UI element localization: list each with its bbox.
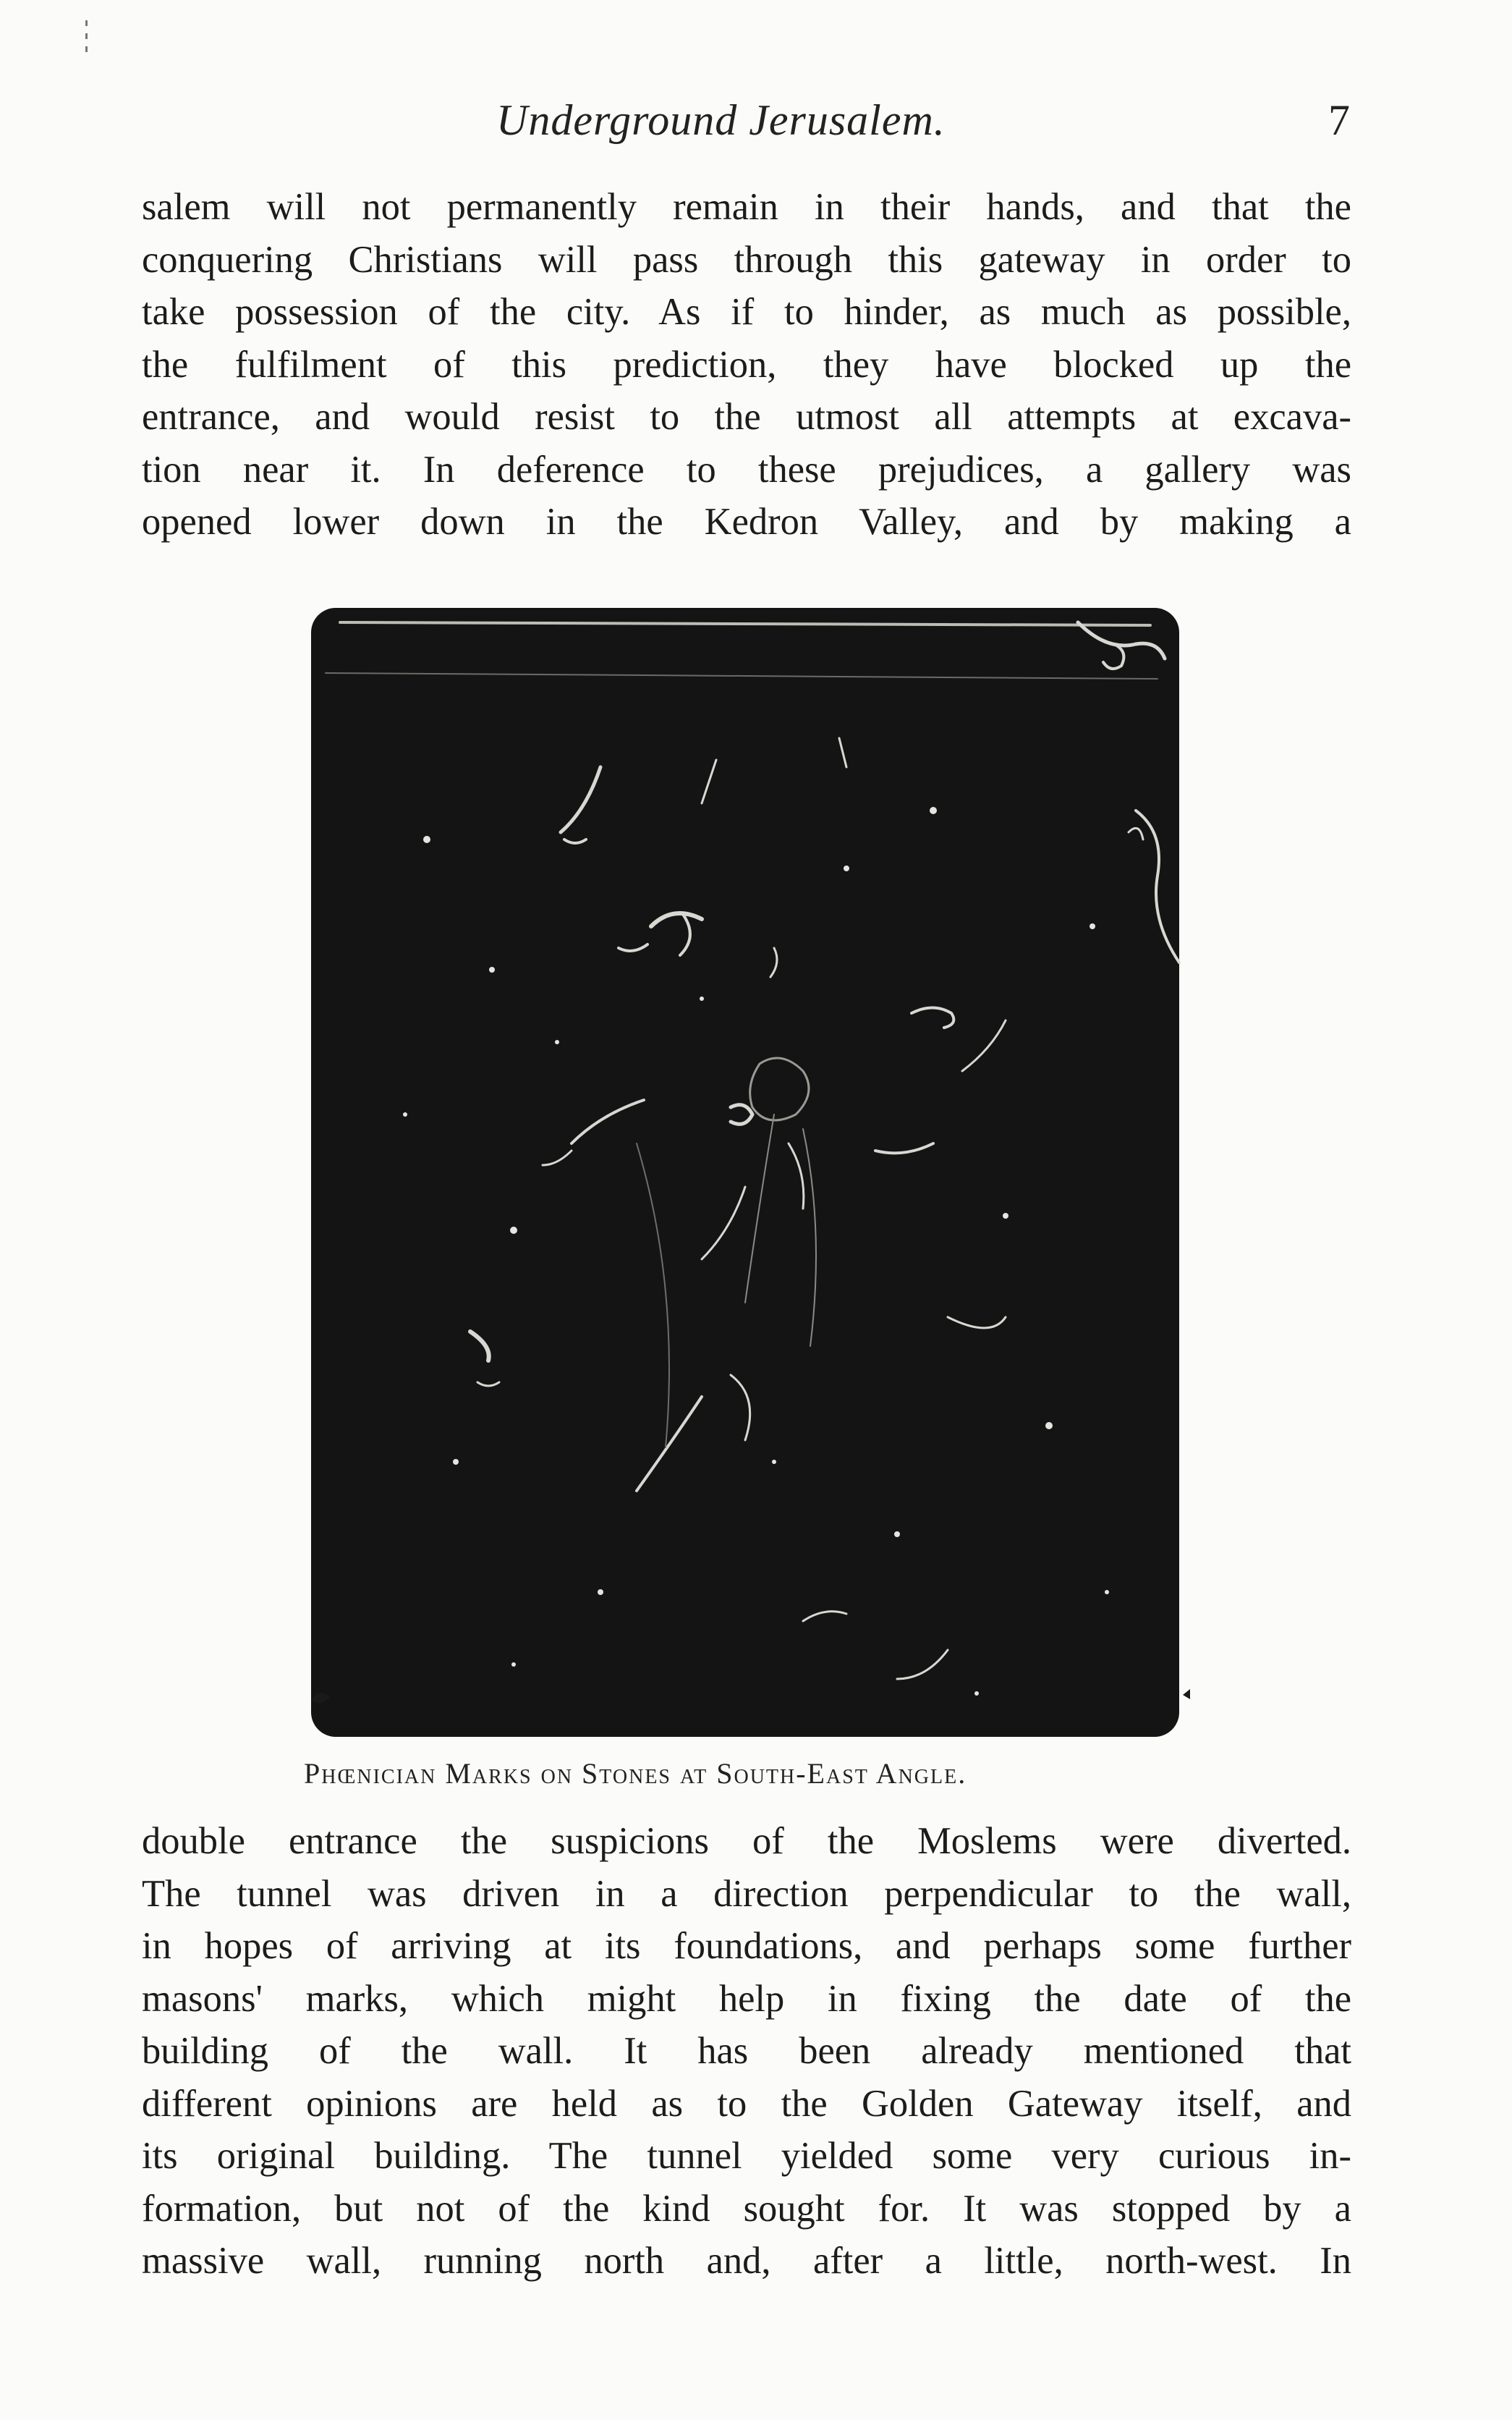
margin-marks [85,20,90,71]
text-line: conquering Christians will pass through this gateway in order to [142,238,1351,281]
paragraph-bottom [142,1815,1351,2288]
text-line: double entrance the suspicions of the Moslems were diverted. [142,1820,1351,1862]
text-line: the fulfilment of this prediction, they have blocked up the [142,343,1351,386]
page-number: 7 [1328,96,1350,144]
text-line: masons' marks, which might help in fixing the date of the [142,1977,1351,2020]
engraving-illustration [297,593,1194,1751]
text-line: The tunnel was driven in a direction perpendicular to the wall, [142,1872,1351,1915]
text-line: formation, but not of the kind sought for. It was stopped by a [142,2187,1351,2230]
text-line: tion near it. In deference to these prejudices, a gallery was [142,448,1351,491]
running-head: Underground Jerusalem. [496,96,946,144]
text-line: building of the wall. It has been already mentioned that [142,2030,1351,2072]
text-line: in hopes of arriving at its foundations, and perhaps some further [142,1925,1351,1967]
text-line: opened lower down in the Kedron Valley, and by making a [142,501,1351,543]
text-line: take possession of the city. As if to hinder, as much as possible, [142,291,1351,333]
text-line: salem will not permanently remain in their hands, and that the [142,186,1351,228]
text-line: different opinions are held as to the Golden Gateway itself, and [142,2082,1351,2125]
engraving-figure [297,593,1194,1751]
text-line: its original building. The tunnel yielded some very curious in- [142,2135,1351,2177]
text-line: entrance, and would resist to the utmost all attempts at excava- [142,396,1351,438]
text-line: massive wall, running north and, after a little, north-west. In [142,2240,1351,2282]
figure-caption: Phœnician Marks on Stones at South-East Angle. [304,1757,967,1790]
page-header [142,96,1350,153]
paragraph-top [142,181,1351,549]
